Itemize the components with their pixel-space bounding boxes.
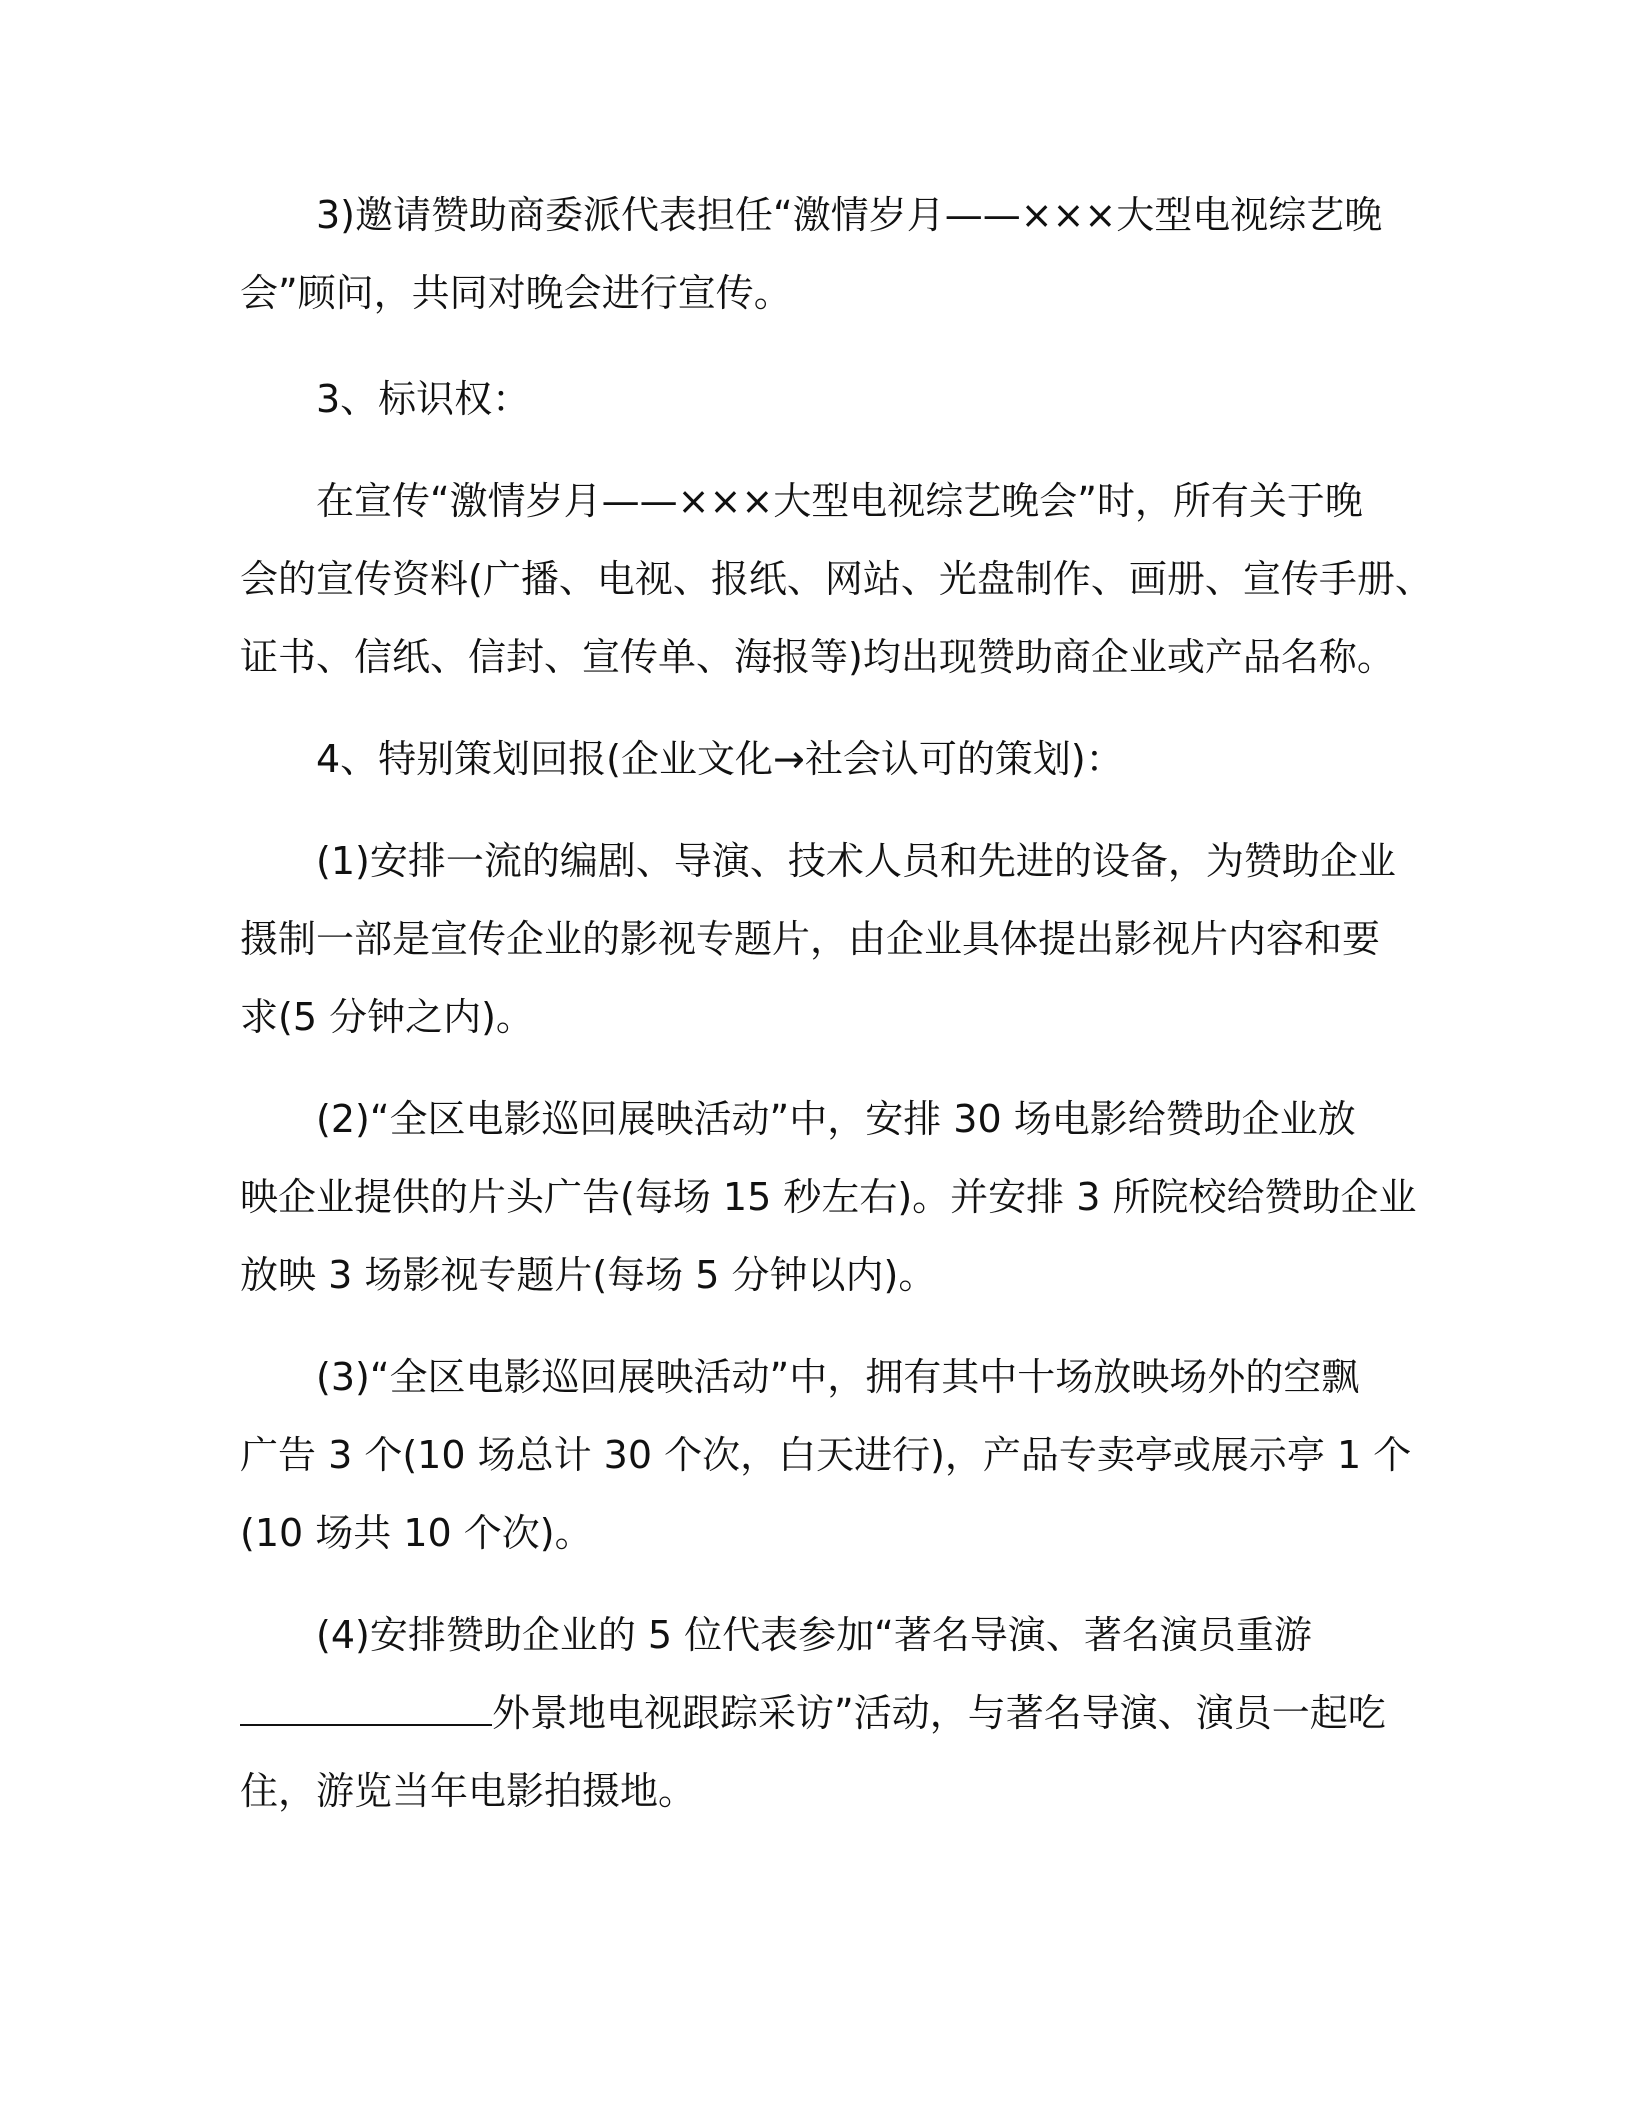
paragraph-8-line-2 <box>240 1688 1386 1738</box>
paragraph-3-line-2: 会的宣传资料(广播、电视、报纸、网站、光盘制作、画册、宣传手册、 <box>240 557 1433 601</box>
paragraph-5-line-2: 摄制一部是宣传企业的影视专题片，由企业具体提出影视片内容和要 <box>240 917 1381 961</box>
paragraph-6-line-1: (2)“全区电影巡回展映活动”中，安排 30 场电影给赞助企业放 <box>316 1097 1356 1141</box>
fill-in-blank <box>240 1692 492 1726</box>
paragraph-1-line-1: 3)邀请赞助商委派代表担任“激情岁月——×××大型电视综艺晚 <box>316 193 1383 237</box>
paragraph-8-line-1: (4)安排赞助企业的 5 位代表参加“著名导演、著名演员重游 <box>316 1613 1312 1657</box>
paragraph-1-line-2: 会”顾问，共同对晚会进行宣传。 <box>240 271 792 315</box>
section-heading-3: 3、标识权： <box>316 377 531 421</box>
paragraph-6-line-2: 映企业提供的片头广告(每场 15 秒左右)。并安排 3 所院校给赞助企业 <box>240 1175 1417 1219</box>
paragraph-8-line-3: 住，游览当年电影拍摄地。 <box>240 1769 697 1813</box>
paragraph-5-line-1: (1)安排一流的编剧、导演、技术人员和先进的设备，为赞助企业 <box>316 839 1396 883</box>
paragraph-7-line-3: (10 场共 10 个次)。 <box>240 1511 593 1555</box>
paragraph-7-line-1: (3)“全区电影巡回展映活动”中，拥有其中十场放映场外的空飘 <box>316 1355 1360 1399</box>
paragraph-5-line-3: 求(5 分钟之内)。 <box>240 995 534 1039</box>
paragraph-6-line-3: 放映 3 场影视专题片(每场 5 分钟以内)。 <box>240 1253 937 1297</box>
section-heading-4: 4、特别策划回报(企业文化→社会认可的策划)： <box>316 737 1124 781</box>
paragraph-8-line-2-text: 外景地电视跟踪采访”活动，与著名导演、演员一起吃 <box>492 1691 1386 1735</box>
paragraph-3-line-3: 证书、信纸、信封、宣传单、海报等)均出现赞助商企业或产品名称。 <box>240 635 1395 679</box>
paragraph-3-line-1: 在宣传“激情岁月——×××大型电视综艺晚会”时，所有关于晚 <box>316 479 1363 523</box>
paragraph-7-line-2: 广告 3 个(10 场总计 30 个次，白天进行)，产品专卖亭或展示亭 1 个 <box>240 1433 1412 1477</box>
